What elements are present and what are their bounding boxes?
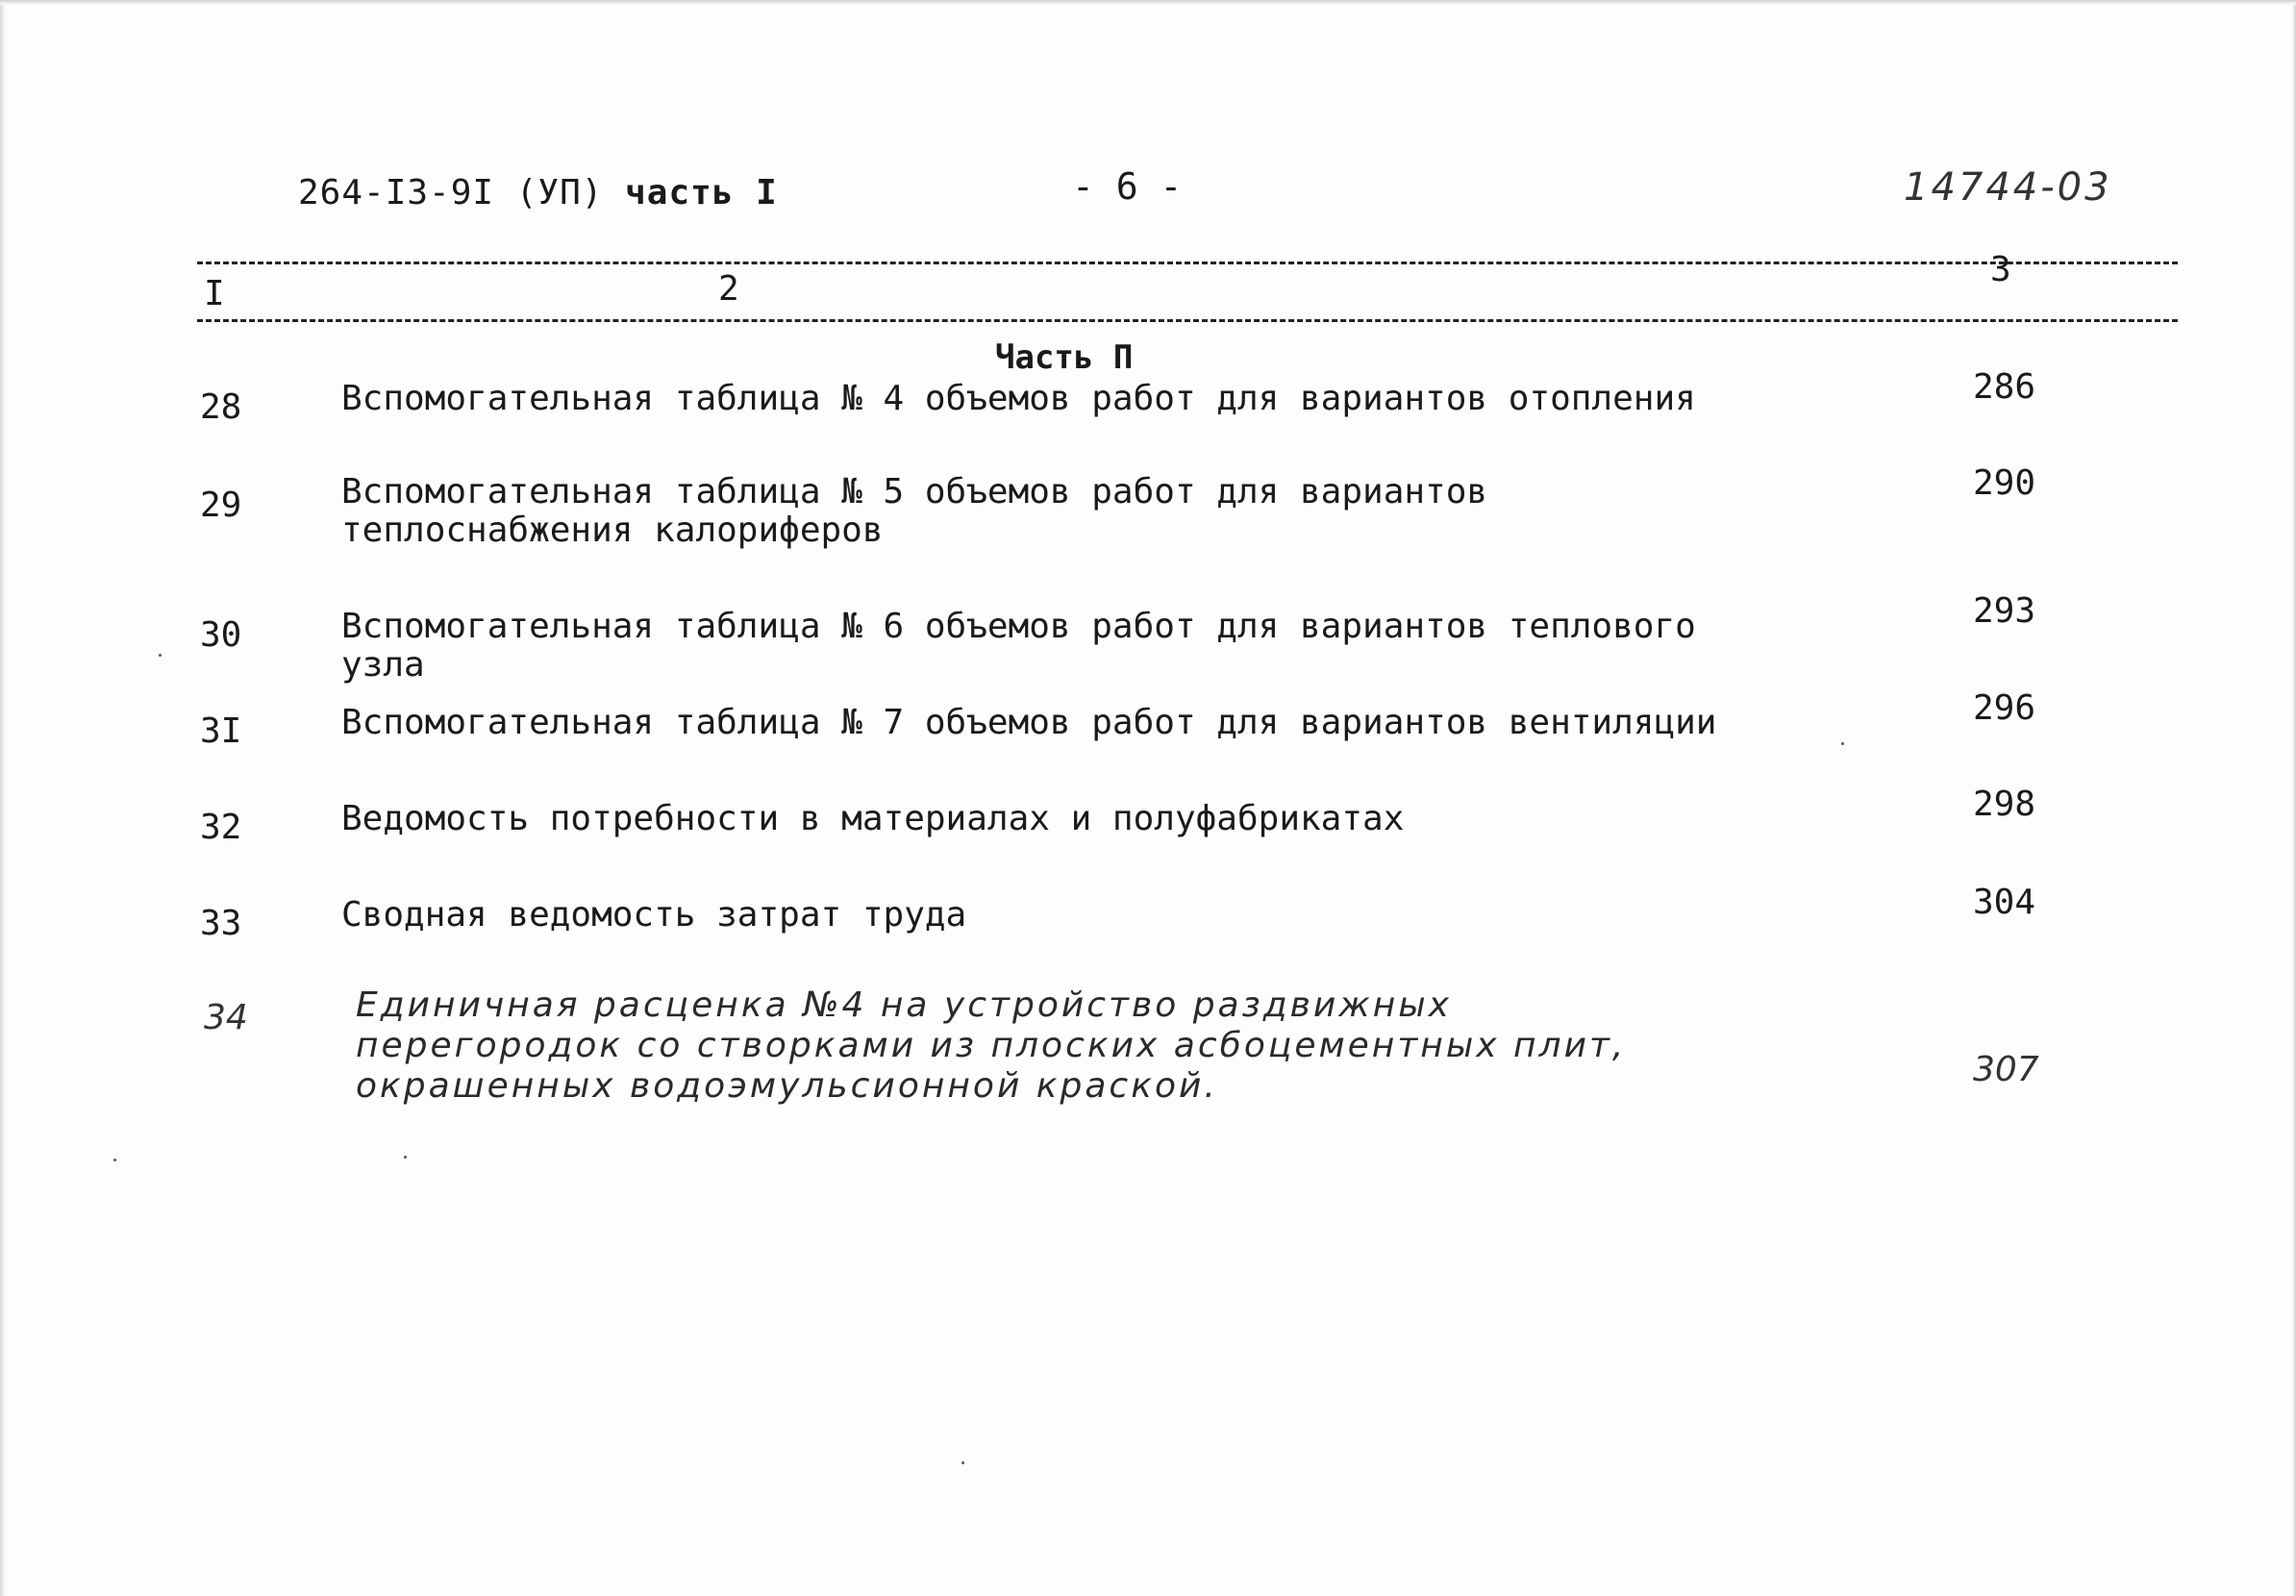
row-title: Вспомогательная таблица № 5 объемов работ для вариантов теплоснабжения калориферов <box>341 472 1488 550</box>
scan-edge-left <box>0 0 6 1596</box>
row-title: Вспомогательная таблица № 6 объемов работ для вариантов теплового узла <box>341 607 1696 685</box>
row-title: Сводная ведомость затрат труда <box>341 895 967 935</box>
row-title: Ведомость потребности в материалах и полуфабрикатах <box>341 799 1405 838</box>
row-number: 28 <box>200 387 242 427</box>
row-title: Вспомогательная таблица № 7 объемов работ для вариантов вентиляции <box>341 703 1717 742</box>
handwritten-inventory-code: 14744-03 <box>1904 165 2112 210</box>
row-number: 32 <box>200 808 242 847</box>
row-page-ref: 290 <box>1973 463 2036 503</box>
scan-speck <box>113 1159 116 1161</box>
column-header-1: I <box>204 274 225 313</box>
header-top-rule <box>197 262 2178 264</box>
page-number: - 6 - <box>1072 165 1183 208</box>
column-header-2: 2 <box>718 269 739 309</box>
section-title: Часть П <box>995 338 1134 377</box>
row-number: 33 <box>200 904 242 943</box>
scan-edge-right <box>2292 0 2296 1596</box>
scan-speck <box>404 1156 407 1159</box>
column-header-3: 3 <box>1990 250 2011 289</box>
row-page-ref-handwritten: 307 <box>1973 1050 2039 1089</box>
document-part: часть I <box>625 173 778 212</box>
row-page-ref: 304 <box>1973 883 2036 922</box>
row-number: 3I <box>200 711 242 751</box>
header-bottom-rule <box>197 319 2178 322</box>
row-title-handwritten: Единичная расценка №4 на устройство раздвижных перегородок со створками из плоских асбоцементных плит, окрашенных водоэмульсионной краской. <box>356 985 1627 1106</box>
scan-speck <box>1841 742 1844 745</box>
row-page-ref: 286 <box>1973 367 2036 407</box>
row-page-ref: 293 <box>1973 591 2036 631</box>
row-page-ref: 298 <box>1973 785 2036 824</box>
document-code: 264-I3-9I (УП) <box>298 173 626 212</box>
scan-speck <box>961 1461 964 1464</box>
scan-speck <box>159 654 162 657</box>
row-number-handwritten: 34 <box>204 998 248 1037</box>
document-header <box>298 173 778 212</box>
row-number: 30 <box>200 615 242 655</box>
scan-edge-top <box>0 0 2296 5</box>
row-number: 29 <box>200 486 242 525</box>
row-title: Вспомогательная таблица № 4 объемов работ для вариантов отопления <box>341 379 1696 418</box>
row-page-ref: 296 <box>1973 688 2036 728</box>
